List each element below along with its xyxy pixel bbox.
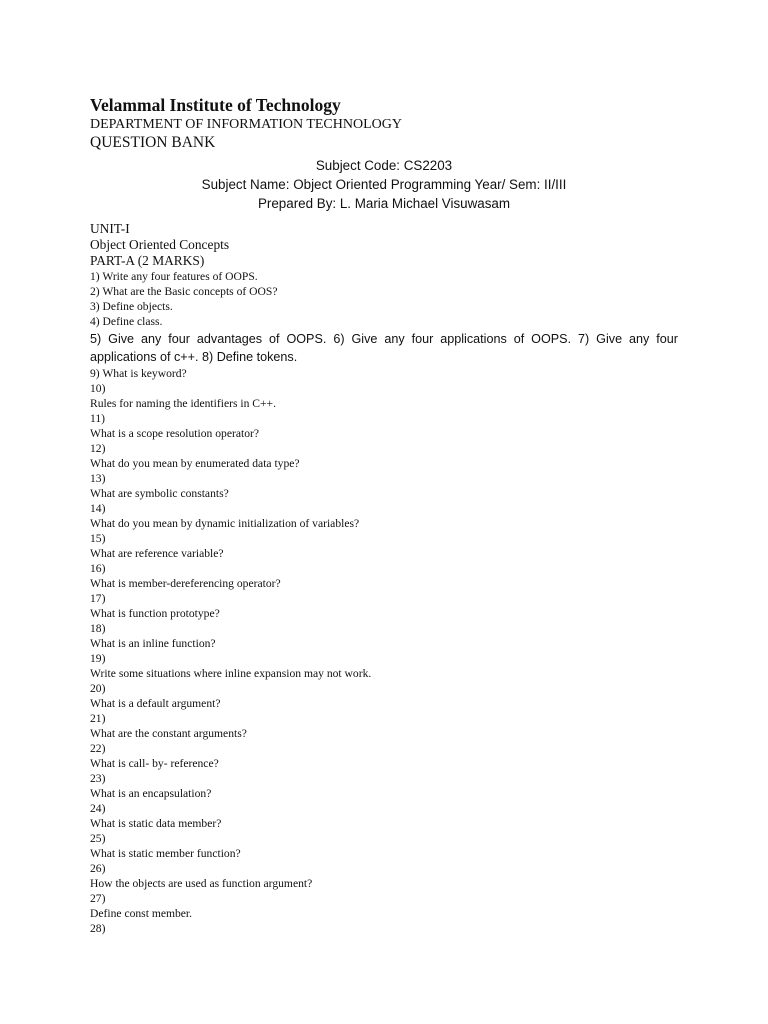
list-item: 2) What are the Basic concepts of OOS? — [90, 285, 278, 298]
document-type: QUESTION BANK — [90, 134, 216, 151]
list-item: Define const member. — [90, 907, 193, 920]
list-item: What is member-dereferencing operator? — [90, 577, 281, 590]
list-item: 13) — [90, 472, 106, 485]
department-name: DEPARTMENT OF INFORMATION TECHNOLOGY — [90, 117, 402, 132]
list-item: 26) — [90, 862, 106, 875]
list-item: What is a default argument? — [90, 697, 221, 710]
list-item: Write some situations where inline expansion may not work. — [90, 667, 372, 680]
list-item: 4) Define class. — [90, 315, 163, 328]
list-item: 16) — [90, 562, 106, 575]
list-item: 19) — [90, 652, 106, 665]
list-item: 27) — [90, 892, 106, 905]
list-item: 1) Write any four features of OOPS. — [90, 270, 258, 283]
list-item: 12) — [90, 442, 106, 455]
list-item: 9) What is keyword? — [90, 367, 187, 380]
list-item: What is an inline function? — [90, 637, 216, 650]
list-item: What is a scope resolution operator? — [90, 427, 260, 440]
part-heading: PART-A (2 MARKS) — [90, 253, 205, 268]
document-page — [90, 94, 678, 936]
merged-paragraph: 5) Give any four advantages of OOPS. 6) Give any four applications of OOPS. 7) Give any four applications of c++. 8) Define tokens. — [90, 332, 678, 364]
list-item: 14) — [90, 502, 106, 515]
list-item: 25) — [90, 832, 106, 845]
list-item: 23) — [90, 772, 106, 785]
list-item: What is an encapsulation? — [90, 787, 212, 800]
list-item: What are symbolic constants? — [90, 487, 229, 500]
unit-heading — [90, 221, 678, 269]
list-item: How the objects are used as function argument? — [90, 877, 313, 890]
list-item: 11) — [90, 412, 106, 425]
list-item: 3) Define objects. — [90, 300, 173, 313]
subject-name: Subject Name: Object Oriented Programming Year/ Sem: II/III — [201, 177, 567, 192]
list-item: What is static member function? — [90, 847, 241, 860]
unit-title: UNIT-I — [90, 221, 130, 236]
list-item: What are the constant arguments? — [90, 727, 247, 740]
list-item: What are reference variable? — [90, 547, 224, 560]
subject-code: Subject Code: CS2203 — [315, 158, 453, 173]
list-item: 28) — [90, 922, 106, 935]
list-item: 24) — [90, 802, 106, 815]
list-item: 18) — [90, 622, 106, 635]
list-item: Rules for naming the identifiers in C++. — [90, 397, 276, 410]
list-item: 20) — [90, 682, 106, 695]
list-item: What is call- by- reference? — [90, 757, 219, 770]
institute-name: Velammal Institute of Technology — [90, 95, 341, 115]
list-item: 10) — [90, 382, 106, 395]
list-item: 22) — [90, 742, 106, 755]
question-list — [90, 269, 678, 936]
list-item: 17) — [90, 592, 106, 605]
prepared-by: Prepared By: L. Maria Michael Visuwasam — [257, 196, 511, 211]
list-item: What is static data member? — [90, 817, 222, 830]
list-item: 21) — [90, 712, 106, 725]
list-item: What do you mean by dynamic initialization of variables? — [90, 517, 360, 530]
unit-topic: Object Oriented Concepts — [90, 237, 230, 252]
list-item: What do you mean by enumerated data type? — [90, 457, 300, 470]
list-item: 15) — [90, 532, 106, 545]
list-item: What is function prototype? — [90, 607, 220, 620]
